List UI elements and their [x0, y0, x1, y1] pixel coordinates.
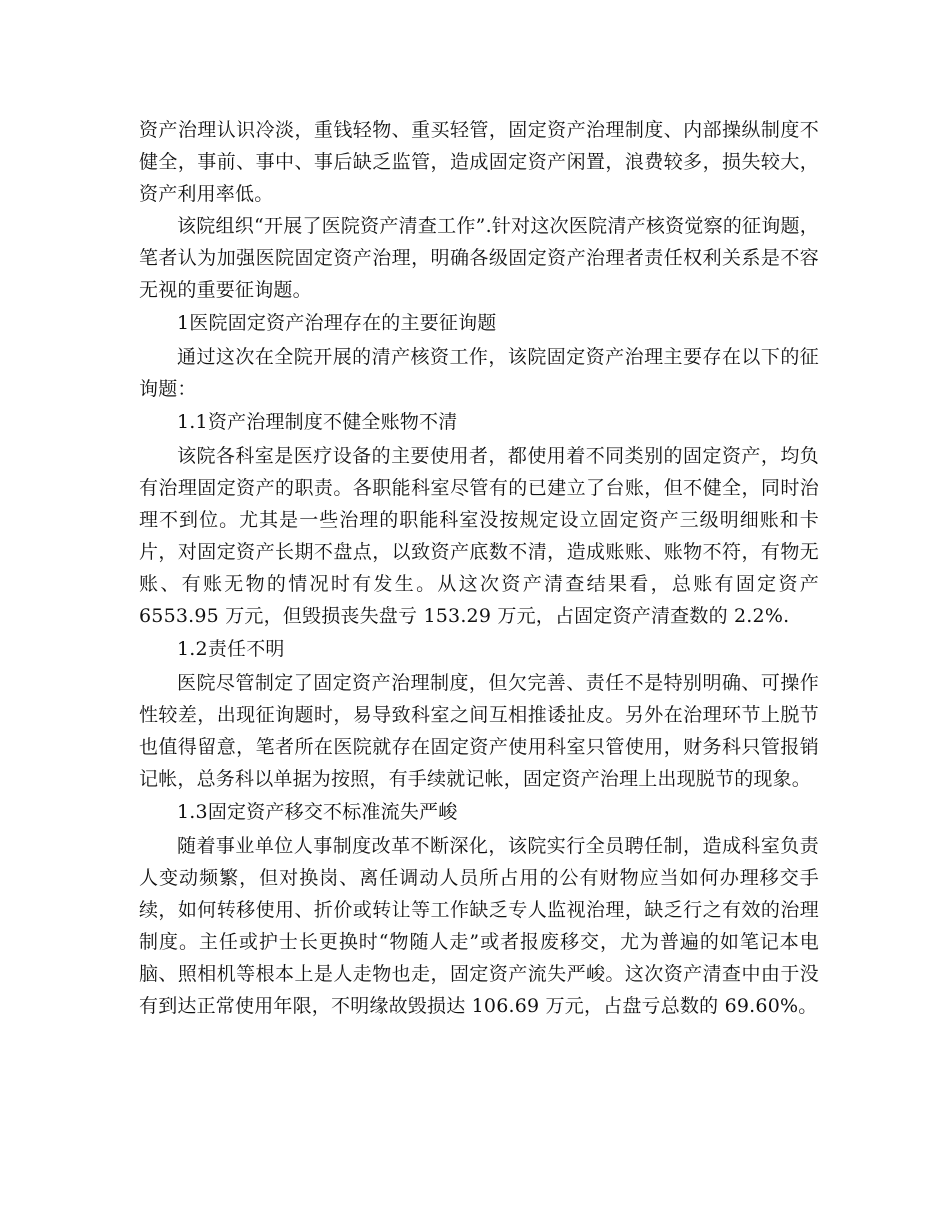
section-heading-1-1: 1.1资产治理制度不健全账物不清 [177, 411, 458, 433]
paragraph-intro: 该院组织“开展了医院资产清查工作”.针对这次医院清产核资觉察的征询题，笔者认为加强医院固定资产治理，明确各级固定资产治理者责任权利关系是不容无视的重要征询题。 [139, 215, 819, 301]
paragraph-continuation: 资产治理认识冷淡，重钱轻物、重买轻管，固定资产治理制度、内部操纵制度不健全，事前、事中、事后缺乏监管，造成固定资产闲置，浪费较多，损失较大，资产利用率低。 [139, 119, 819, 205]
section-heading-1-2: 1.2责任不明 [177, 638, 285, 660]
section-heading-1: 1医院固定资产治理存在的主要征询题 [177, 312, 497, 334]
paragraph-section-1-1: 该院各科室是医疗设备的主要使用者，都使用着不同类别的固定资产，均负有治理固定资产的职责。各职能科室尽管有的已建立了台账，但不健全，同时治理不到位。尤其是一些治理的职能科室没按规定设立固定资产三级明细账和卡片，对固定资产长期不盘点，以致资产底数不清，造成账账、账物不符，有物无账、有账无物的情况时有发生。从这次资产清查结果看，总账有固定资产 6553.95 万元，但毁损丧失盘亏 153.29 万元，占固定资产清查数的 2.2%. [139, 445, 819, 627]
paragraph-section-1-2: 医院尽管制定了固定资产治理制度，但欠完善、责任不是特别明确、可操作性较差，出现征询题时，易导致科室之间互相推诿扯皮。另外在治理环节上脱节也值得留意，笔者所在医院就存在固定资产使用科室只管使用，财务科只管报销记帐，总务科以单据为按照，有手续就记帐，固定资产治理上出现脱节的现象。 [139, 672, 819, 790]
paragraph-section-1-3: 随着事业单位人事制度改革不断深化，该院实行全员聘任制，造成科室负责人变动频繁，但对换岗、离任调动人员所占用的公有财物应当如何办理移交手续，如何转移使用、折价或转让等工作缺乏专人监视治理，缺乏行之有效的治理制度。主任或护士长更换时“物随人走”或者报废移交，尤为普遍的如笔记本电脑、照相机等根本上是人走物也走，固定资产流失严峻。这次资产清查中由于没有到达正常使用年限，不明缘故毁损达 106.69 万元，占盘亏总数的 69.60%。 [139, 835, 819, 1017]
section-heading-1-3: 1.3固定资产移交不标准流失严峻 [177, 801, 458, 823]
paragraph-section-1: 通过这次在全院开展的清产核资工作，该院固定资产治理主要存在以下的征询题： [139, 346, 819, 400]
document-body [139, 114, 819, 1022]
